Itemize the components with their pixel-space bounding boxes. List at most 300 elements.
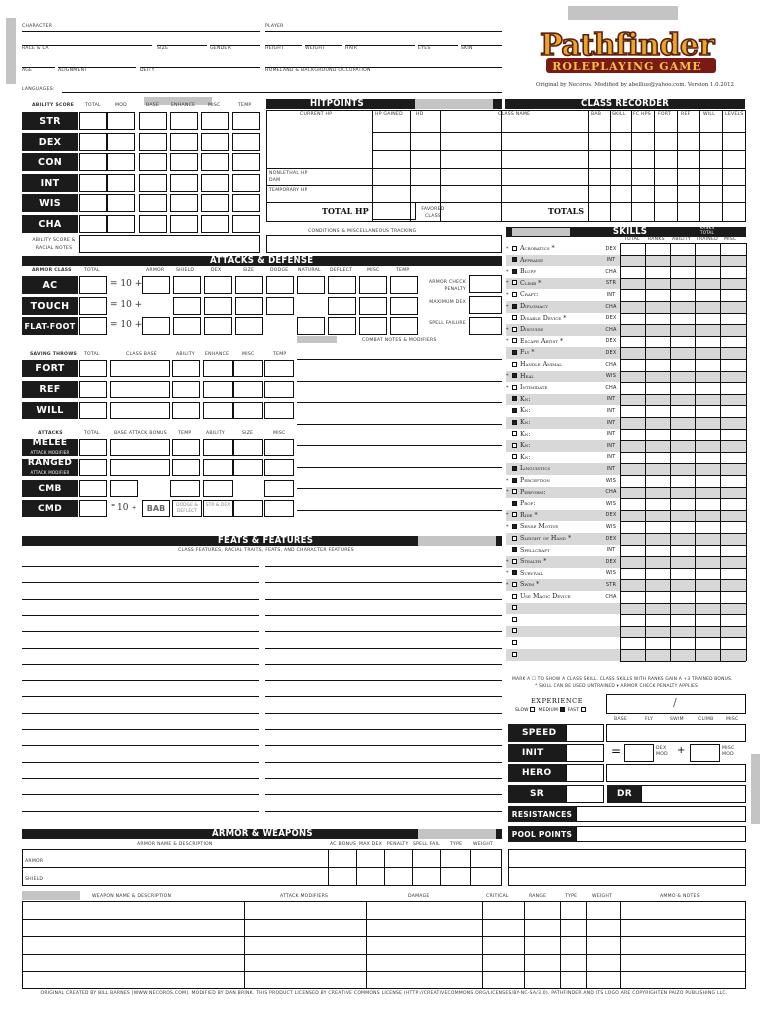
pool-notes-2[interactable] xyxy=(508,867,746,886)
ranged-component[interactable] xyxy=(233,459,263,476)
ability-header: ENHANCE xyxy=(171,103,196,108)
speed-header: BASE xyxy=(614,717,628,722)
class-skill-checkbox[interactable] xyxy=(512,362,517,367)
skill-name: Fly * xyxy=(520,349,535,357)
ac-component[interactable] xyxy=(142,317,170,335)
class-skill-checkbox[interactable] xyxy=(512,396,517,401)
hitpoints-header: HITPOINTS xyxy=(266,99,502,109)
save-component[interactable] xyxy=(233,402,263,419)
save-will-label: WILL xyxy=(22,402,78,419)
skill-row-line xyxy=(620,591,746,592)
ranged-component[interactable] xyxy=(172,459,200,476)
ac-component[interactable] xyxy=(297,317,325,335)
cmb-bab[interactable] xyxy=(110,480,138,497)
cmd-misc[interactable] xyxy=(264,500,294,517)
ability-dex-cell[interactable] xyxy=(107,133,135,151)
class-skill-checkbox[interactable] xyxy=(512,373,517,378)
save-component[interactable] xyxy=(264,360,294,377)
ability-con-cell[interactable] xyxy=(107,153,135,171)
ability-notes-field[interactable] xyxy=(79,235,260,253)
ac-base-ten: = 10 + xyxy=(110,300,143,310)
combat-line[interactable] xyxy=(297,381,502,382)
feat-line[interactable] xyxy=(265,745,502,746)
skill-row-line xyxy=(620,278,746,279)
cmb-misc[interactable] xyxy=(264,480,294,497)
skill-row-line xyxy=(620,255,746,256)
combat-line[interactable] xyxy=(297,445,502,446)
feat-line[interactable] xyxy=(265,696,502,697)
hero-points[interactable] xyxy=(566,764,604,782)
untrained-mark: * xyxy=(506,489,509,496)
ac-total[interactable] xyxy=(79,297,107,315)
ac-component[interactable] xyxy=(235,297,263,315)
ability-int-cell[interactable] xyxy=(232,174,260,192)
ability-int-cell[interactable] xyxy=(79,174,107,192)
skill-row-line xyxy=(620,440,746,441)
ac-component[interactable] xyxy=(235,276,263,294)
skill-ability: CHA xyxy=(605,361,617,368)
class-skill-checkbox[interactable] xyxy=(512,280,517,285)
hero-label: HERO xyxy=(508,764,566,782)
experience-label: EXPERIENCE xyxy=(531,697,584,705)
class-skill-checkbox[interactable] xyxy=(512,246,517,251)
save-component[interactable] xyxy=(264,402,294,419)
skill-row-line xyxy=(620,417,746,418)
feat-line[interactable] xyxy=(22,811,259,812)
character-field[interactable] xyxy=(22,31,260,32)
untrained-mark: * xyxy=(506,477,509,484)
class-skill-checkbox[interactable] xyxy=(512,327,517,332)
ac-component[interactable] xyxy=(204,276,232,294)
class-skill-checkbox[interactable] xyxy=(512,443,517,448)
class-skill-checkbox[interactable] xyxy=(512,652,517,657)
ability-int-cell[interactable] xyxy=(170,174,198,192)
ranged-bab[interactable] xyxy=(110,459,170,476)
ability-wis-cell[interactable] xyxy=(79,194,107,212)
class-row-line xyxy=(372,132,746,133)
ability-str-cell[interactable] xyxy=(170,112,198,130)
credit-line: Original by Necoros. Modified by abellius@yahoo.com. Version 1.0.2012 xyxy=(536,82,734,88)
weapon-row-line xyxy=(22,936,746,937)
feat-line[interactable] xyxy=(22,696,259,697)
save-component[interactable] xyxy=(172,402,200,419)
skill-row-line xyxy=(620,510,746,511)
feat-line[interactable] xyxy=(265,599,502,600)
save-component[interactable] xyxy=(172,381,200,398)
hero-notes[interactable] xyxy=(606,764,746,782)
armor-header: TYPE xyxy=(450,842,463,847)
sr-field[interactable] xyxy=(566,785,604,803)
pathfinder-logo xyxy=(518,24,736,78)
feat-line[interactable] xyxy=(22,794,259,795)
ability-int-cell[interactable] xyxy=(107,174,135,192)
skill-row-line xyxy=(620,266,746,267)
attack-header: BASE ATTACK BONUS xyxy=(114,431,167,436)
ability-cha-cell[interactable] xyxy=(201,215,229,233)
class-skill-checkbox[interactable] xyxy=(512,524,517,529)
melee-component[interactable] xyxy=(172,439,200,456)
combat-line[interactable] xyxy=(297,510,502,511)
feat-line[interactable] xyxy=(22,729,259,730)
class-skill-checkbox[interactable] xyxy=(512,408,517,413)
conditions-field[interactable] xyxy=(266,235,502,253)
weapon-col-line xyxy=(524,901,525,989)
ac-component[interactable] xyxy=(328,317,356,335)
class-col-line xyxy=(610,110,611,222)
init-misc-mod[interactable] xyxy=(690,744,720,762)
save-component[interactable] xyxy=(203,360,233,377)
class-skill-checkbox[interactable] xyxy=(512,257,517,262)
skill-row xyxy=(506,347,746,359)
feat-line[interactable] xyxy=(22,566,259,567)
cmd-bab-box: BAB xyxy=(142,500,170,517)
armor-col xyxy=(440,849,441,886)
feat-line[interactable] xyxy=(22,599,259,600)
hp-divider xyxy=(266,202,372,203)
xp-fast-checkbox[interactable] xyxy=(581,707,586,712)
sr-label: SR xyxy=(508,785,566,803)
skill-row xyxy=(506,324,746,336)
feat-line[interactable] xyxy=(22,778,259,779)
skills-note-1: MARK A ☐ TO SHOW A CLASS SKILL. CLASS SKILLS WITH RANKS GAIN A +3 TRAINED BONUS. xyxy=(512,677,733,682)
deity-field[interactable] xyxy=(140,67,260,68)
skill-row xyxy=(506,649,746,661)
ac-component[interactable] xyxy=(173,317,201,335)
save-total[interactable] xyxy=(79,360,107,377)
ability-int-cell[interactable] xyxy=(201,174,229,192)
class-skill-checkbox[interactable] xyxy=(512,315,517,320)
class-skill-checkbox[interactable] xyxy=(512,466,517,471)
feat-line[interactable] xyxy=(265,680,502,681)
class-skill-checkbox[interactable] xyxy=(512,350,517,355)
feat-line[interactable] xyxy=(22,713,259,714)
class-skill-checkbox[interactable] xyxy=(512,605,517,610)
player-field[interactable] xyxy=(265,31,502,32)
pool-notes-1[interactable] xyxy=(508,849,746,868)
ac-component[interactable] xyxy=(359,317,387,335)
class-skill-checkbox[interactable] xyxy=(512,338,517,343)
class-skill-checkbox[interactable] xyxy=(512,385,517,390)
melee-component[interactable] xyxy=(264,439,294,456)
skill-row-line xyxy=(620,429,746,430)
skill-row xyxy=(506,289,746,301)
weapon-header: TYPE xyxy=(565,894,578,899)
class-skill-checkbox[interactable] xyxy=(512,478,517,483)
ac-component[interactable] xyxy=(328,297,356,315)
ranged-component[interactable] xyxy=(264,459,294,476)
armor-header: MAX DEX xyxy=(359,842,383,847)
save-header: TOTAL xyxy=(84,352,100,357)
pool-points-label: POOL POINTS xyxy=(508,826,576,842)
weapon-col-line xyxy=(560,901,561,989)
ability-wis-cell[interactable] xyxy=(201,194,229,212)
class-skill-checkbox[interactable] xyxy=(512,454,517,459)
ac-component[interactable] xyxy=(390,317,418,335)
melee-component[interactable] xyxy=(233,439,263,456)
skill-ability: INT xyxy=(606,291,616,298)
skill-ability: WIS xyxy=(605,373,617,380)
pool-points-field[interactable] xyxy=(576,826,746,842)
ability-cha-cell[interactable] xyxy=(170,215,198,233)
untrained-mark: * xyxy=(506,291,509,298)
feat-line[interactable] xyxy=(265,811,502,812)
class-skill-checkbox[interactable] xyxy=(512,570,517,575)
class-skill-checkbox[interactable] xyxy=(512,617,517,622)
resistances-field[interactable] xyxy=(576,806,746,822)
ac-component[interactable] xyxy=(359,297,387,315)
class-skill-checkbox[interactable] xyxy=(512,559,517,564)
ability-str-cell[interactable] xyxy=(232,112,260,130)
ability-wis-cell[interactable] xyxy=(170,194,198,212)
feat-line[interactable] xyxy=(265,778,502,779)
init-plus: + xyxy=(677,745,686,756)
init-dex-mod[interactable] xyxy=(624,744,654,762)
skill-ability: DEX xyxy=(605,535,617,542)
init-total[interactable] xyxy=(566,744,604,762)
save-component[interactable] xyxy=(264,381,294,398)
size-label: SIZE xyxy=(157,46,169,51)
save-total[interactable] xyxy=(79,381,107,398)
ac-header: NATURAL xyxy=(298,268,321,273)
save-header: ABILITY xyxy=(176,352,195,357)
class-col-line xyxy=(722,110,723,222)
class-skill-checkbox[interactable] xyxy=(512,536,517,541)
speed-base-land[interactable] xyxy=(566,724,604,742)
class-skill-checkbox[interactable] xyxy=(512,640,517,645)
ac-component[interactable] xyxy=(328,276,356,294)
feat-line[interactable] xyxy=(22,648,259,649)
save-class-base[interactable] xyxy=(110,360,170,377)
class-skill-checkbox[interactable] xyxy=(512,582,517,587)
feat-line[interactable] xyxy=(22,631,259,632)
save-component[interactable] xyxy=(203,402,233,419)
ac-component[interactable] xyxy=(142,276,170,294)
ability-header: MISC xyxy=(208,103,221,108)
homeland-label: HOMELAND & BACKGROUND OCCUPATION xyxy=(265,68,371,73)
ability-wis-cell[interactable] xyxy=(107,194,135,212)
languages-field[interactable] xyxy=(62,92,502,93)
class-skill-checkbox[interactable] xyxy=(512,420,517,425)
ability-str-cell[interactable] xyxy=(201,112,229,130)
save-ref-label: REF xyxy=(22,381,78,398)
save-class-base[interactable] xyxy=(110,381,170,398)
class-skill-checkbox[interactable] xyxy=(512,489,517,494)
save-component[interactable] xyxy=(172,360,200,377)
class-skill-checkbox[interactable] xyxy=(512,547,517,552)
ac-header: DEX xyxy=(211,268,222,273)
ac-headers xyxy=(22,268,422,274)
feat-line[interactable] xyxy=(22,582,259,583)
xp-medium-checkbox[interactable] xyxy=(560,707,565,712)
save-component[interactable] xyxy=(233,381,263,398)
ac-header: DEFLECT xyxy=(330,268,353,273)
class-col-line xyxy=(410,110,411,222)
ability-dex-cell[interactable] xyxy=(79,133,107,151)
speed-fields[interactable] xyxy=(606,724,746,742)
skill-row-line xyxy=(620,533,746,534)
ac-total[interactable] xyxy=(79,317,107,335)
combat-line[interactable] xyxy=(297,359,502,360)
skill-name: Kn: xyxy=(520,419,531,426)
class-skill-checkbox[interactable] xyxy=(512,292,517,297)
feat-line[interactable] xyxy=(265,648,502,649)
ac-component[interactable] xyxy=(204,297,232,315)
ac-component[interactable] xyxy=(359,276,387,294)
cmb-ability[interactable] xyxy=(170,480,200,497)
feat-line[interactable] xyxy=(22,615,259,616)
skill-ability: CHA xyxy=(605,303,617,310)
feat-line[interactable] xyxy=(265,762,502,763)
class-skill-checkbox[interactable] xyxy=(512,501,517,506)
feat-line[interactable] xyxy=(265,631,502,632)
armor-header: SPELL FAIL xyxy=(413,842,440,847)
weapon-row-line xyxy=(22,919,746,920)
init-label: INIT xyxy=(508,744,566,762)
feat-line[interactable] xyxy=(265,664,502,665)
ac-component[interactable] xyxy=(266,297,294,315)
skill-row-line xyxy=(620,394,746,395)
ac-component[interactable] xyxy=(235,317,263,335)
cmd-size[interactable] xyxy=(233,500,263,517)
skill-row xyxy=(506,556,746,568)
combat-line[interactable] xyxy=(297,402,502,403)
ability-dex-cell[interactable] xyxy=(139,133,167,151)
ability-cha-cell[interactable] xyxy=(232,215,260,233)
ac-header: TEMP xyxy=(396,268,410,273)
ability-cha-cell[interactable] xyxy=(79,215,107,233)
speed-headers xyxy=(606,717,746,723)
max-dex-field[interactable] xyxy=(469,296,502,314)
ability-str-cell[interactable] xyxy=(139,112,167,130)
skill-ability: DEX xyxy=(605,245,617,252)
skill-row-line xyxy=(620,324,746,325)
armor-col xyxy=(328,849,329,886)
ability-wis-cell[interactable] xyxy=(139,194,167,212)
skill-name: Appraise xyxy=(520,256,544,264)
feat-line[interactable] xyxy=(22,664,259,665)
ranged-total[interactable] xyxy=(79,459,107,476)
skill-ability: WIS xyxy=(605,500,617,507)
ac-component[interactable] xyxy=(390,276,418,294)
skill-ability: DEX xyxy=(605,512,617,519)
temporary-hp-label: TEMPORARY HP xyxy=(269,188,308,193)
feat-line[interactable] xyxy=(265,729,502,730)
skill-row-line xyxy=(620,463,746,464)
speed-header: SWIM xyxy=(670,717,684,722)
ac-total[interactable] xyxy=(79,276,107,294)
skill-row xyxy=(506,568,746,580)
ability-wis-cell[interactable] xyxy=(232,194,260,212)
feat-line[interactable] xyxy=(22,745,259,746)
cmd-total[interactable] xyxy=(79,500,107,517)
untrained-mark: * xyxy=(506,303,509,310)
ability-dex-cell[interactable] xyxy=(201,133,229,151)
save-class-base[interactable] xyxy=(110,402,170,419)
ac-base-ten: = 10 + xyxy=(110,320,143,330)
ability-con-cell[interactable] xyxy=(79,153,107,171)
ac-component[interactable] xyxy=(173,297,201,315)
dr-field[interactable] xyxy=(641,785,746,803)
xp-speed-options xyxy=(515,707,586,713)
ac-component[interactable] xyxy=(266,276,294,294)
feat-line[interactable] xyxy=(22,762,259,763)
combat-line[interactable] xyxy=(297,467,502,468)
armor-check-field[interactable] xyxy=(469,275,502,293)
ability-dex-cell[interactable] xyxy=(232,133,260,151)
class-skill-checkbox[interactable] xyxy=(512,628,517,633)
ranged-component[interactable] xyxy=(203,459,233,476)
ability-con-cell[interactable] xyxy=(232,153,260,171)
class-skill-checkbox[interactable] xyxy=(512,512,517,517)
save-component[interactable] xyxy=(233,360,263,377)
ability-cha-cell[interactable] xyxy=(139,215,167,233)
ability-str-cell[interactable] xyxy=(107,112,135,130)
save-total[interactable] xyxy=(79,402,107,419)
skill-name: Perform: xyxy=(520,488,546,496)
class-skill-checkbox[interactable] xyxy=(512,594,517,599)
ac-component[interactable] xyxy=(204,317,232,335)
ac-header: TOTAL xyxy=(84,268,100,273)
melee-component[interactable] xyxy=(203,439,233,456)
feat-line[interactable] xyxy=(265,566,502,567)
ability-con-cell[interactable] xyxy=(139,153,167,171)
weapon-col-line xyxy=(482,901,483,989)
skill-ability: INT xyxy=(606,454,616,461)
xp-slow-checkbox[interactable] xyxy=(530,707,535,712)
ac-component[interactable] xyxy=(297,276,325,294)
armor-grey-bar xyxy=(418,829,496,839)
melee-bab[interactable] xyxy=(110,439,170,456)
ability-con-cell[interactable] xyxy=(170,153,198,171)
hair-label: HAIR xyxy=(345,46,358,51)
feat-line[interactable] xyxy=(265,582,502,583)
feat-line[interactable] xyxy=(265,794,502,795)
save-component[interactable] xyxy=(203,381,233,398)
ability-str-cell[interactable] xyxy=(79,112,107,130)
class-skill-checkbox[interactable] xyxy=(512,304,517,309)
cmb-size[interactable] xyxy=(203,480,233,497)
armor-header: WEIGHT xyxy=(473,842,494,847)
current-hp-field[interactable] xyxy=(268,118,372,168)
skill-row-line xyxy=(620,637,746,638)
ac-component[interactable] xyxy=(173,276,201,294)
combat-line[interactable] xyxy=(297,424,502,425)
class-col-line xyxy=(699,110,700,222)
skill-row xyxy=(506,591,746,603)
spell-failure-field[interactable] xyxy=(469,317,502,335)
xp-fast-label: FAST xyxy=(567,708,580,713)
melee-total[interactable] xyxy=(79,439,107,456)
combat-line[interactable] xyxy=(297,488,502,489)
ability-dex-label: DEX xyxy=(22,133,78,151)
feat-line[interactable] xyxy=(22,680,259,681)
class-header: BAB xyxy=(591,112,602,117)
hp-divider xyxy=(266,168,372,169)
skill-ability: WIS xyxy=(605,570,617,577)
class-skill-checkbox[interactable] xyxy=(512,431,517,436)
skill-name: Sense Motive xyxy=(520,523,559,531)
feat-line[interactable] xyxy=(265,713,502,714)
ability-dex-cell[interactable] xyxy=(170,133,198,151)
class-skill-checkbox[interactable] xyxy=(512,269,517,274)
ability-int-cell[interactable] xyxy=(139,174,167,192)
cmb-total[interactable] xyxy=(79,480,107,497)
ability-con-cell[interactable] xyxy=(201,153,229,171)
ac-component[interactable] xyxy=(390,297,418,315)
feat-line[interactable] xyxy=(265,615,502,616)
nonlethal-label: NONLETHAL HP DAM xyxy=(269,171,308,183)
ability-cha-cell[interactable] xyxy=(107,215,135,233)
